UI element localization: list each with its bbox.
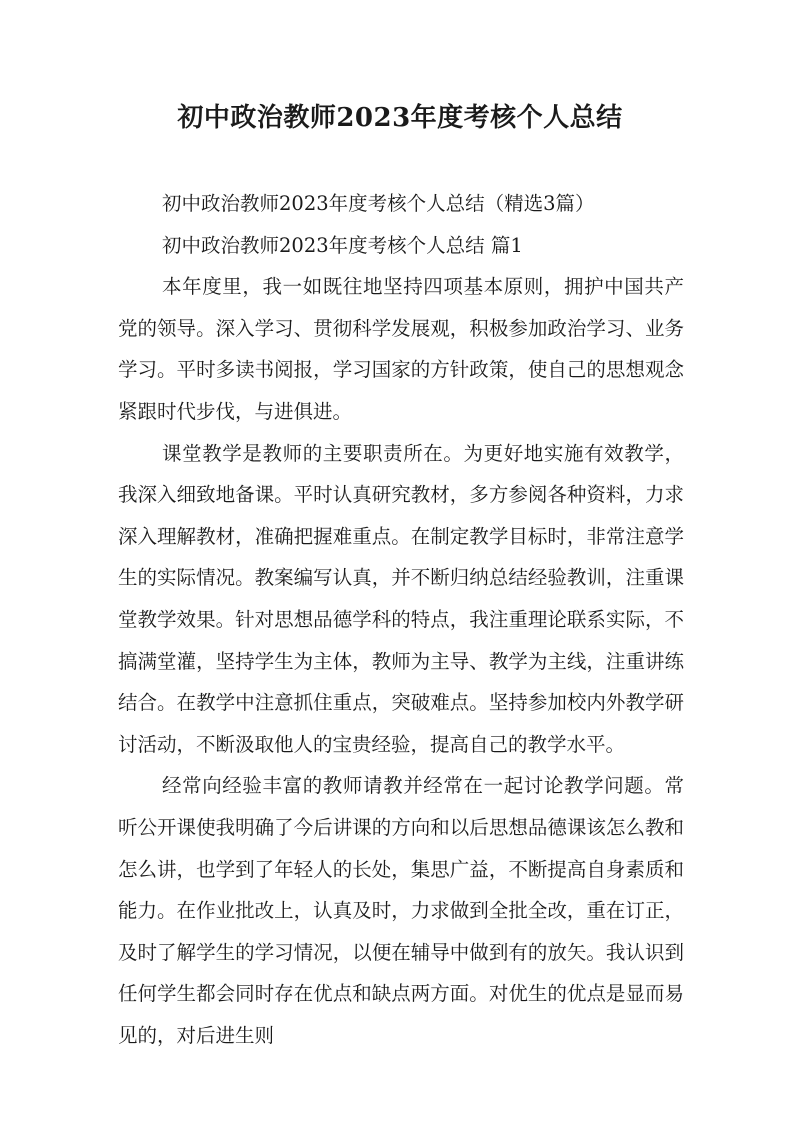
section-heading: 初中政治教师2023年度考核个人总结 篇1: [162, 233, 523, 257]
document-subtitle: 初中政治教师2023年度考核个人总结（精选3篇）: [162, 192, 595, 215]
paragraph: 本年度里，我一如既往地坚持四项基本原则，拥护中国共产党的领导。深入学习、贯彻科学发展观，积极参加政治学习、业务学习。平时多读书阅报，学习国家的方针政策，使自己的思想观念紧跟时代步伐，与进俱进。: [118, 275, 684, 423]
paragraph: 经常向经验丰富的教师请教并经常在一起讨论教学问题。常听公开课使我明确了今后讲课的方向和以后思想品德课该怎么教和怎么讲，也学到了年轻人的长处，集思广益，不断提高自身素质和能力。在作业批改上，认真及时，力求做到全批全改，重在订正，及时了解学生的学习情况，以便在辅导中做到有的放矢。我认识到任何学生都会同时存在优点和缺点两方面。对优生的优点是显而易见的，对后进生则: [118, 774, 684, 1047]
document-body: [118, 183, 684, 1056]
paragraph: 课堂教学是教师的主要职责所在。为更好地实施有效教学，我深入细致地备课。平时认真研究教材，多方参阅各种资料，力求深入理解教材，准确把握难重点。在制定教学目标时，非常注意学生的实际情况。教案编写认真，并不断归纳总结经验教训，注重课堂教学效果。针对思想品德学科的特点，我注重理论联系实际，不搞满堂灌，坚持学生为主体，教师为主导、教学为主线，注重讲练结合。在教学中注意抓住重点，突破难点。坚持参加校内外教学研讨活动，不断汲取他人的宝贵经验，提高自己的教学水平。: [118, 441, 684, 756]
page-title: 初中政治教师2023年度考核个人总结: [177, 103, 623, 133]
